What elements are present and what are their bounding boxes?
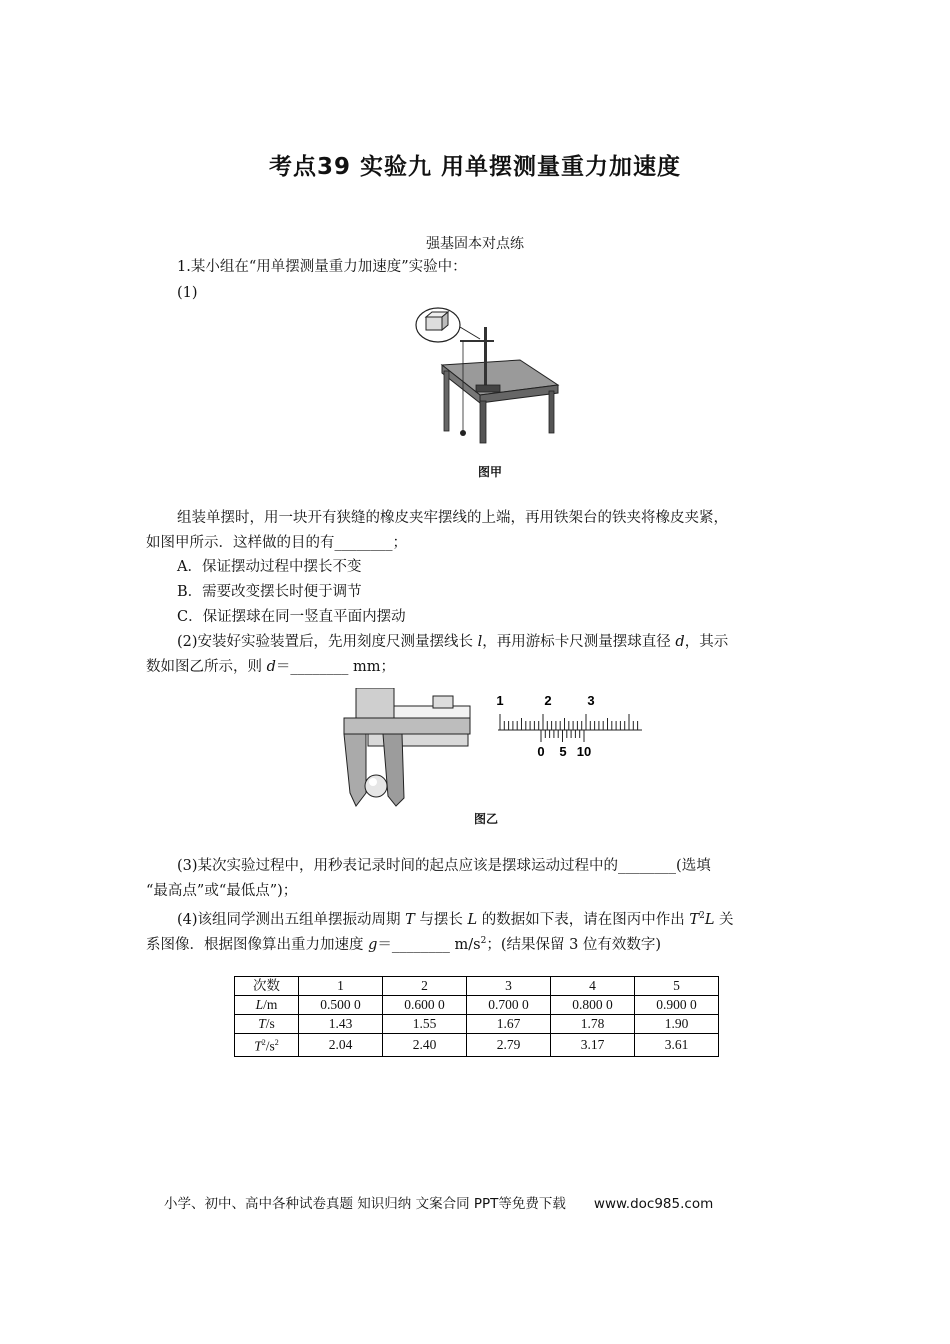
part-3-text-line-1: (3)某次实验过程中，用秒表记录时间的起点应该是摆球运动过程中的________(选填	[177, 858, 711, 874]
table-row	[235, 1034, 719, 1057]
table-cell: 0.900 0	[635, 996, 719, 1015]
table-cell: 0.600 0	[383, 996, 467, 1015]
table-cell: 2.40	[383, 1034, 467, 1057]
part-2-text-line-2: 数如图乙所示，则 d＝________ mm；	[146, 659, 396, 675]
table-header-cell: 5	[635, 977, 719, 996]
vernier-caliper-figure	[338, 688, 473, 813]
table-header-cell: 3	[467, 977, 551, 996]
option-b: B．需要改变摆长时便于调节	[177, 584, 362, 600]
footer-text: 小学、初中、高中各种试卷真题 知识归纳 文案合同 PPT等免费下载	[164, 1196, 566, 1212]
pendulum-apparatus-figure	[410, 305, 560, 455]
figure-a-caption: 图甲	[478, 465, 503, 479]
vernier-label-0: 0	[537, 744, 545, 759]
table-row	[235, 1015, 719, 1034]
table-cell: 2.79	[467, 1034, 551, 1057]
main-scale-label-2: 2	[544, 693, 552, 708]
vernier-label-5: 5	[559, 744, 567, 759]
part-3-text-line-2: “最高点”或“最低点”)；	[146, 883, 298, 899]
main-scale-ticks	[500, 714, 638, 730]
row-label-length: L/m	[235, 996, 299, 1015]
row-label-period: T/s	[235, 1015, 299, 1034]
part-1-text-line-2: 如图甲所示．这样做的目的有________；	[146, 535, 407, 551]
table-cell: 0.800 0	[551, 996, 635, 1015]
option-c: C．保证摆球在同一竖直平面内摆动	[177, 609, 406, 625]
table-header-label: 次数	[235, 977, 299, 996]
part-2-text-line-1: (2)安装好实验装置后，先用刻度尺测量摆线长 l，再用游标卡尺测量摆球直径 d，其示	[177, 634, 729, 650]
figure-b-caption: 图乙	[474, 812, 499, 826]
table-cell: 3.61	[635, 1034, 719, 1057]
section-heading: 强基固本对点练	[426, 236, 524, 252]
part-1-text-line-1: 组装单摆时，用一块开有狭缝的橡皮夹牢摆线的上端，再用铁架台的铁夹将橡皮夹紧，	[177, 510, 728, 526]
table-cell: 1.78	[551, 1015, 635, 1034]
page-footer	[164, 1192, 713, 1212]
vernier-scale-ticks	[541, 730, 584, 742]
table-cell: 1.67	[467, 1015, 551, 1034]
part-4-text-line-1: (4)该组同学测出五组单摆振动周期 T 与摆长 L 的数据如下表，请在图丙中作出 $T^2L$ 关	[177, 911, 734, 928]
vernier-scale-reading	[496, 690, 644, 762]
table-header-row	[235, 977, 719, 996]
page-title: 考点39 实验九 用单摆测量重力加速度	[268, 154, 682, 180]
table-cell: 0.700 0	[467, 996, 551, 1015]
table-cell: 1.43	[299, 1015, 383, 1034]
question-stem: 1.某小组在“用单摆测量重力加速度”实验中：	[177, 259, 467, 275]
data-table	[234, 976, 719, 1057]
main-scale-label-1: 1	[496, 693, 504, 708]
table-row	[235, 996, 719, 1015]
main-scale-label-3: 3	[587, 693, 595, 708]
table-cell: 3.17	[551, 1034, 635, 1057]
option-a: A．保证摆动过程中摆长不变	[177, 559, 362, 575]
table-cell: 2.04	[299, 1034, 383, 1057]
table-cell: 1.55	[383, 1015, 467, 1034]
table-cell: 0.500 0	[299, 996, 383, 1015]
footer-url[interactable]: www.doc985.com	[593, 1196, 714, 1212]
row-label-period-squared: $T^2/s^2$	[235, 1034, 299, 1057]
table-header-cell: 1	[299, 977, 383, 996]
part-4-text-line-2: 系图像．根据图像算出重力加速度 g＝________ $m/s^2$；(结果保留 3 位有效数字)	[146, 936, 662, 953]
table-header-cell: 2	[383, 977, 467, 996]
table-header-cell: 4	[551, 977, 635, 996]
vernier-label-10: 10	[576, 744, 592, 759]
table-cell: 1.90	[635, 1015, 719, 1034]
part-1-label: (1)	[177, 285, 198, 301]
